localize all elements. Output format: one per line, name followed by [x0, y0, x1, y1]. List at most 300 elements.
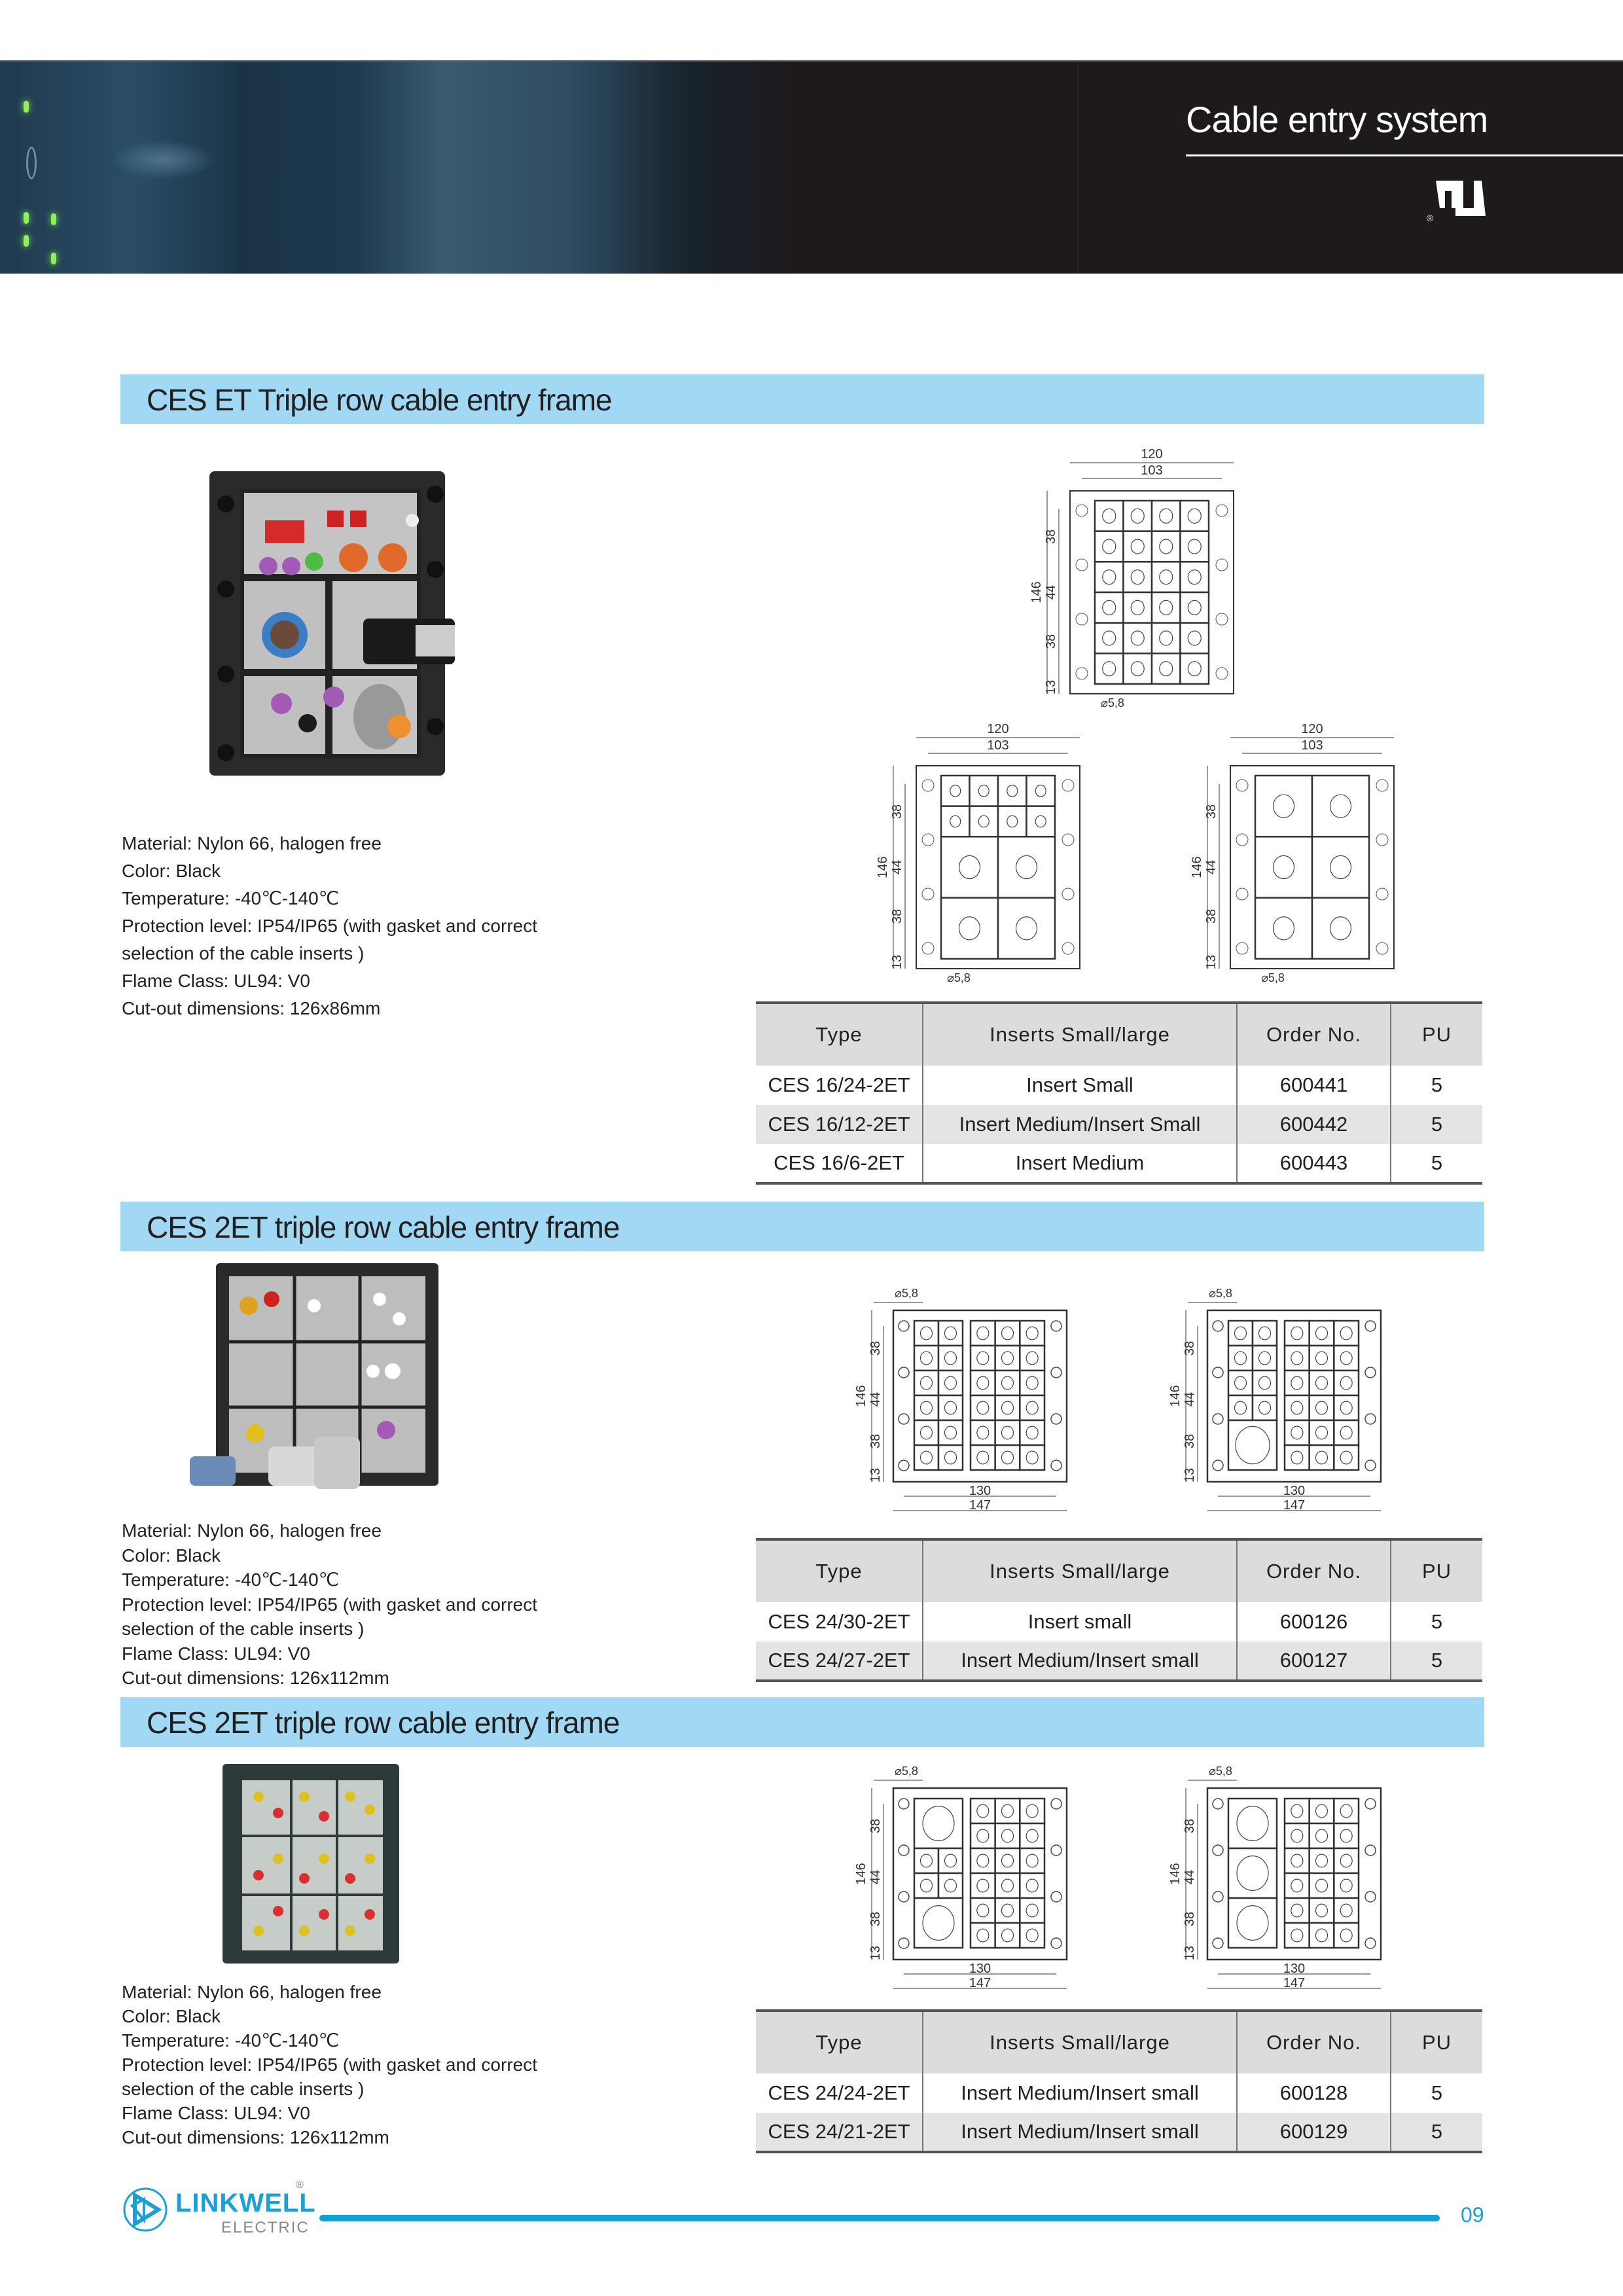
insert-cell	[1095, 653, 1124, 684]
spec-list-ces-2et-b	[122, 1980, 537, 2149]
dimension-label: 38	[1183, 1433, 1197, 1449]
spec-color: Color: Black	[122, 1545, 221, 1566]
dimension-label: 38	[1044, 529, 1058, 545]
cell-type: CES 16/6-2ET	[774, 1151, 904, 1174]
insert-cell	[1312, 898, 1369, 959]
cell-inserts: Insert Small	[923, 1066, 1237, 1105]
insert-cell	[1285, 1346, 1310, 1371]
insert-cell	[1285, 1898, 1310, 1923]
server-rack-photo	[0, 62, 1113, 274]
insert-cell	[1152, 653, 1181, 684]
spec-protection: Protection level: IP54/IP65 (with gasket and correct	[122, 2054, 537, 2075]
dimension-label: 44	[890, 859, 904, 875]
dimension-label: 44	[868, 1869, 883, 1885]
registered-mark: ®	[296, 2179, 304, 2191]
dimension-label: 147	[1283, 1976, 1306, 1990]
insert-cell	[971, 1823, 995, 1848]
section-title: CES 2ET triple row cable entry frame	[147, 1210, 620, 1244]
insert-cell	[995, 1923, 1020, 1948]
cell-order-no: 600442	[1237, 1105, 1391, 1144]
insert-cell	[1095, 531, 1124, 562]
dimension-label: 38	[868, 1340, 883, 1356]
cell-inserts: Insert Medium	[923, 1144, 1237, 1183]
insert-cell	[1255, 836, 1312, 897]
insert-cell	[1253, 1395, 1277, 1420]
insert-cell	[1310, 1898, 1334, 1923]
table-row	[756, 1641, 1482, 1681]
insert-cell	[1334, 1346, 1359, 1371]
spec-flame-class: Flame Class: UL94: V0	[122, 1643, 310, 1664]
dimension-label: 13	[890, 954, 904, 970]
insert-cell	[1027, 806, 1056, 837]
cell-inserts: Insert small	[923, 1602, 1237, 1641]
product-photo-ces-et	[203, 458, 491, 789]
insert-cell	[1027, 776, 1056, 806]
drawing-svg	[1168, 710, 1404, 985]
cell-order-no: 600441	[1237, 1066, 1391, 1105]
dimension-label: 130	[1283, 1962, 1306, 1976]
insert-cell	[1310, 1923, 1334, 1948]
dimension-label: ⌀5,8	[1261, 971, 1285, 984]
cell-inserts: Insert Medium/Insert small	[923, 2113, 1237, 2152]
insert-cell	[1228, 1395, 1253, 1420]
insert-cell	[938, 1848, 963, 1873]
insert-cell	[1312, 836, 1369, 897]
dimension-label: 38	[1183, 1911, 1197, 1927]
insert-cell	[1181, 501, 1209, 531]
insert-cell	[1310, 1823, 1334, 1848]
insert-cell	[941, 806, 970, 837]
insert-cell	[995, 1823, 1020, 1848]
insert-cell	[1020, 1346, 1044, 1371]
insert-cell	[1020, 1371, 1044, 1395]
insert-cell	[1124, 501, 1152, 531]
insert-cell	[1285, 1371, 1310, 1395]
insert-cell	[1334, 1823, 1359, 1848]
insert-cell	[1095, 562, 1124, 592]
insert-grid	[1228, 1799, 1359, 1948]
page-title: Cable entry system	[1186, 99, 1488, 140]
insert-cell	[1020, 1848, 1044, 1873]
dimension-label: 38	[1183, 1818, 1197, 1834]
insert-cell	[970, 776, 999, 806]
cell-type: CES 16/12-2ET	[756, 1105, 923, 1144]
insert-cell	[1124, 653, 1152, 684]
insert-cell	[1152, 592, 1181, 623]
spec-flame-class: Flame Class: UL94: V0	[122, 2103, 310, 2123]
insert-cell	[1181, 623, 1209, 654]
insert-cell	[998, 776, 1027, 806]
insert-cell	[1285, 1873, 1310, 1898]
insert-cell	[914, 1346, 938, 1371]
table-row	[756, 2073, 1482, 2113]
spec-protection: Protection level: IP54/IP65 (with gasket and correct	[122, 1594, 537, 1615]
cell-order-no: 600129	[1237, 2113, 1391, 2152]
svg-text:®: ®	[1427, 213, 1434, 223]
insert-cell	[1310, 1395, 1334, 1420]
cell-pu: 5	[1391, 2113, 1482, 2152]
insert-cell	[938, 1371, 963, 1395]
insert-cell	[1020, 1445, 1044, 1470]
insert-cell	[914, 1848, 938, 1873]
dimension-label: 44	[868, 1391, 883, 1407]
insert-cell	[1124, 592, 1152, 623]
insert-cell	[1020, 1799, 1044, 1823]
table-row	[756, 1144, 1482, 1183]
insert-cell	[938, 1445, 963, 1470]
col-inserts: Inserts Small/large	[923, 1003, 1237, 1066]
led-indicator	[51, 253, 56, 264]
col-inserts: Inserts Small/large	[923, 2011, 1237, 2073]
led-indicator	[24, 235, 29, 247]
cell-pu: 5	[1391, 1641, 1482, 1681]
insert-cell	[1095, 592, 1124, 623]
insert-cell	[1334, 1420, 1359, 1445]
insert-cell	[1310, 1321, 1334, 1346]
insert-grid	[1255, 776, 1369, 959]
insert-cell	[995, 1873, 1020, 1898]
cell-pu: 5	[1391, 1602, 1482, 1641]
insert-cell	[995, 1321, 1020, 1346]
cell-inserts: Insert Medium/Insert Small	[923, 1105, 1237, 1144]
insert-cell	[1152, 531, 1181, 562]
insert-cell	[971, 1873, 995, 1898]
spec-color: Color: Black	[122, 2006, 221, 2026]
spec-list-ces-2et-a	[122, 1518, 537, 1691]
cell-order-no: 600443	[1237, 1144, 1391, 1183]
spec-temperature: Temperature: -40℃-140℃	[122, 2030, 340, 2051]
insert-cell	[1253, 1346, 1277, 1371]
insert-cell	[1334, 1395, 1359, 1420]
spec-protection-cont: selection of the cable inserts )	[122, 943, 365, 963]
cell-pu: 5	[1391, 1105, 1482, 1144]
insert-cell	[1334, 1371, 1359, 1395]
insert-cell	[1020, 1420, 1044, 1445]
dimension-label: 44	[1183, 1391, 1197, 1407]
insert-cell	[971, 1420, 995, 1445]
led-indicator	[24, 101, 29, 113]
insert-cell	[914, 1395, 938, 1420]
insert-grid	[1228, 1321, 1359, 1470]
insert-cell	[1181, 653, 1209, 684]
product-photo-ces-2et-b	[219, 1761, 402, 1973]
dimension-label: 146	[1168, 1385, 1183, 1407]
insert-cell	[1152, 562, 1181, 592]
section-header-ces-2et-b	[120, 1697, 1484, 1747]
table-row	[756, 1066, 1482, 1105]
insert-cell	[914, 1420, 938, 1445]
col-inserts: Inserts Small/large	[923, 1539, 1237, 1602]
footer-divider	[319, 2215, 1440, 2221]
insert-cell	[995, 1445, 1020, 1470]
drawing-svg	[1158, 1761, 1407, 1996]
spec-material: Material: Nylon 66, halogen free	[122, 833, 382, 853]
spec-protection: Protection level: IP54/IP65 (with gasket and correct	[122, 916, 537, 936]
insert-cell	[1020, 1395, 1044, 1420]
insert-cell	[1124, 623, 1152, 654]
dimension-label: ⌀5,8	[895, 1287, 918, 1300]
dimension-label: ⌀5,8	[1209, 1287, 1232, 1300]
insert-cell	[971, 1395, 995, 1420]
insert-cell	[938, 1420, 963, 1445]
page-number: 09	[1461, 2203, 1484, 2227]
drawing-svg	[1158, 1283, 1407, 1518]
dimension-label: 38	[868, 1433, 883, 1449]
insert-cell	[941, 898, 998, 959]
dimension-label: ⌀5,8	[895, 1765, 918, 1778]
col-type: Type	[756, 1539, 923, 1602]
drawing-svg	[1008, 435, 1243, 710]
insert-cell	[914, 1371, 938, 1395]
dimension-label: 38	[1204, 804, 1219, 819]
insert-grid	[1095, 501, 1209, 684]
insert-cell	[1020, 1321, 1044, 1346]
drawing-svg	[844, 1761, 1093, 1996]
dimension-label: 13	[1183, 1945, 1197, 1961]
dimension-label: ⌀5,8	[1101, 696, 1124, 709]
insert-cell	[1255, 898, 1312, 959]
technical-drawing-16-6	[1168, 710, 1404, 988]
insert-cell	[1152, 623, 1181, 654]
dimension-label: 147	[969, 1498, 991, 1513]
brand-subtitle: ELECTRIC	[221, 2219, 310, 2236]
ul-recognized-icon	[1427, 178, 1492, 227]
dimension-label: 146	[854, 1385, 868, 1407]
spec-flame-class: Flame Class: UL94: V0	[122, 971, 310, 991]
insert-cell	[941, 776, 970, 806]
insert-cell	[1285, 1823, 1310, 1848]
product-table-ces-2et-b	[756, 2009, 1482, 2153]
insert-cell	[971, 1799, 995, 1823]
dimension-label: 120	[1301, 722, 1323, 736]
cell-type: CES 24/24-2ET	[768, 2081, 910, 2104]
cell-type: CES 16/24-2ET	[768, 1073, 910, 1096]
insert-cell	[1285, 1445, 1310, 1470]
insert-cell	[1334, 1848, 1359, 1873]
insert-cell	[1334, 1321, 1359, 1346]
insert-cell	[938, 1873, 963, 1898]
insert-cell	[995, 1848, 1020, 1873]
spec-temperature: Temperature: -40℃-140℃	[122, 888, 340, 908]
dimension-label: 38	[1183, 1340, 1197, 1356]
col-pu: PU	[1391, 1003, 1482, 1066]
insert-cell	[1228, 1371, 1253, 1395]
spec-material: Material: Nylon 66, halogen free	[122, 1520, 382, 1541]
col-pu: PU	[1391, 1539, 1482, 1602]
spec-cutout: Cut-out dimensions: 126x112mm	[122, 1668, 389, 1688]
dimension-label: 103	[1141, 463, 1163, 478]
header-banner	[0, 60, 1623, 274]
cell-inserts: Insert Medium/Insert small	[923, 2073, 1237, 2113]
dimension-label: 146	[1029, 581, 1044, 603]
brand-name: LINKWELL	[175, 2189, 316, 2217]
insert-cell	[1310, 1346, 1334, 1371]
insert-cell	[1020, 1898, 1044, 1923]
insert-cell	[1312, 776, 1369, 836]
insert-cell	[1253, 1371, 1277, 1395]
insert-cell	[1334, 1923, 1359, 1948]
section-title: CES 2ET triple row cable entry frame	[147, 1706, 620, 1740]
insert-cell	[998, 806, 1027, 837]
insert-cell	[1310, 1873, 1334, 1898]
insert-cell	[1285, 1923, 1310, 1948]
cell-type: CES 24/27-2ET	[756, 1641, 923, 1681]
insert-cell	[998, 898, 1055, 959]
cell-type: CES 24/30-2ET	[768, 1610, 910, 1633]
insert-cell	[1181, 592, 1209, 623]
insert-cell	[995, 1420, 1020, 1445]
insert-cell	[995, 1395, 1020, 1420]
col-pu: PU	[1391, 2011, 1482, 2073]
insert-cell	[914, 1873, 938, 1898]
insert-cell	[1253, 1321, 1277, 1346]
drawing-svg	[854, 710, 1090, 985]
insert-cell	[1228, 1346, 1253, 1371]
section-header-ces-et	[120, 374, 1484, 424]
dimension-label: 13	[1183, 1467, 1197, 1483]
insert-cell	[1334, 1799, 1359, 1823]
dimension-label: 13	[868, 1467, 883, 1483]
insert-grid	[914, 1321, 1044, 1470]
title-underline	[1186, 154, 1623, 156]
insert-cell	[914, 1445, 938, 1470]
dimension-label: 130	[969, 1484, 991, 1498]
dimension-label: 44	[1044, 584, 1058, 600]
table-row	[756, 1602, 1482, 1641]
col-order-no: Order No.	[1237, 1003, 1391, 1066]
dimension-label: 146	[1190, 856, 1204, 878]
technical-drawing-24-30	[844, 1283, 1093, 1522]
insert-cell	[971, 1371, 995, 1395]
insert-cell	[1020, 1923, 1044, 1948]
dimension-label: 38	[1204, 908, 1219, 924]
dimension-label: 38	[868, 1911, 883, 1927]
cell-order-no: 600127	[1237, 1641, 1391, 1681]
dimension-label: 130	[969, 1962, 991, 1976]
table-row	[756, 1105, 1482, 1144]
insert-cell	[1095, 501, 1124, 531]
insert-cell	[1310, 1799, 1334, 1823]
insert-cell	[971, 1346, 995, 1371]
insert-cell	[1334, 1445, 1359, 1470]
insert-cell	[1020, 1873, 1044, 1898]
insert-cell	[971, 1848, 995, 1873]
insert-cell	[1285, 1395, 1310, 1420]
insert-cell	[941, 836, 998, 897]
cell-order-no: 600128	[1237, 2073, 1391, 2113]
insert-cell	[1181, 531, 1209, 562]
insert-cell	[1181, 562, 1209, 592]
insert-cell	[971, 1445, 995, 1470]
insert-cell	[1334, 1898, 1359, 1923]
insert-cell	[971, 1923, 995, 1948]
insert-cell	[938, 1346, 963, 1371]
technical-drawing-24-27	[1158, 1283, 1407, 1522]
dimension-label: 146	[854, 1863, 868, 1885]
dimension-label: ⌀5,8	[1209, 1765, 1232, 1778]
dimension-label: 38	[868, 1818, 883, 1834]
insert-cell	[971, 1898, 995, 1923]
dimension-label: 147	[1283, 1498, 1306, 1513]
product-table-ces-et	[756, 1001, 1482, 1185]
insert-cell	[998, 836, 1055, 897]
spec-list-ces-et	[122, 830, 537, 1022]
spec-material: Material: Nylon 66, halogen free	[122, 1982, 382, 2002]
cell-order-no: 600126	[1237, 1602, 1391, 1641]
banner-divider	[1077, 62, 1079, 274]
dimension-label: 103	[1301, 738, 1323, 753]
insert-cell	[1285, 1321, 1310, 1346]
col-type: Type	[756, 2011, 923, 2073]
insert-cell	[995, 1371, 1020, 1395]
cell-pu: 5	[1391, 1144, 1482, 1183]
insert-cell	[1310, 1445, 1334, 1470]
technical-drawing-16-12	[854, 710, 1090, 988]
technical-drawing-24-24	[844, 1761, 1093, 2000]
dimension-label: 120	[1141, 447, 1163, 461]
insert-cell	[1310, 1848, 1334, 1873]
insert-cell	[995, 1799, 1020, 1823]
cell-inserts: Insert Medium/Insert small	[923, 1641, 1237, 1681]
cell-pu: 5	[1391, 2073, 1482, 2113]
insert-cell	[995, 1346, 1020, 1371]
drawing-svg	[844, 1283, 1093, 1518]
spec-protection-cont: selection of the cable inserts )	[122, 1619, 365, 1639]
spec-cutout: Cut-out dimensions: 126x112mm	[122, 2127, 389, 2147]
insert-cell	[1020, 1823, 1044, 1848]
technical-drawing-24-21	[1158, 1761, 1407, 2000]
insert-cell	[970, 806, 999, 837]
table-row	[756, 2113, 1482, 2152]
dimension-label: 13	[868, 1945, 883, 1961]
product-table-ces-2et-a	[756, 1538, 1482, 1682]
insert-cell	[1124, 531, 1152, 562]
dimension-label: 130	[1283, 1484, 1306, 1498]
insert-cell	[938, 1395, 963, 1420]
spec-temperature: Temperature: -40℃-140℃	[122, 1570, 340, 1590]
dimension-label: 44	[1183, 1869, 1197, 1885]
insert-cell	[1310, 1371, 1334, 1395]
spec-protection-cont: selection of the cable inserts )	[122, 2079, 365, 2099]
server-logo	[26, 147, 37, 179]
product-photo-ces-2et-a	[183, 1260, 465, 1525]
section-header-ces-2et-a	[120, 1202, 1484, 1251]
insert-cell	[1285, 1799, 1310, 1823]
dimension-label: 38	[890, 804, 904, 819]
spec-cutout: Cut-out dimensions: 126x86mm	[122, 998, 381, 1018]
dimension-label: 38	[890, 908, 904, 924]
cell-pu: 5	[1391, 1066, 1482, 1105]
col-order-no: Order No.	[1237, 2011, 1391, 2073]
col-type: Type	[756, 1003, 923, 1066]
insert-cell	[1095, 623, 1124, 654]
led-indicator	[51, 213, 56, 225]
led-indicator	[24, 212, 29, 224]
dimension-label: 146	[1168, 1863, 1183, 1885]
insert-cell	[1285, 1848, 1310, 1873]
insert-cell	[1255, 776, 1312, 836]
dimension-label: ⌀5,8	[947, 971, 971, 984]
insert-cell	[971, 1321, 995, 1346]
spec-color: Color: Black	[122, 861, 221, 881]
insert-cell	[1228, 1321, 1253, 1346]
insert-grid	[914, 1799, 1044, 1948]
dimension-label: 147	[969, 1976, 991, 1990]
insert-grid	[941, 776, 1055, 959]
section-title: CES ET Triple row cable entry frame	[147, 383, 612, 417]
insert-cell	[1152, 501, 1181, 531]
dimension-label: 13	[1204, 954, 1219, 970]
